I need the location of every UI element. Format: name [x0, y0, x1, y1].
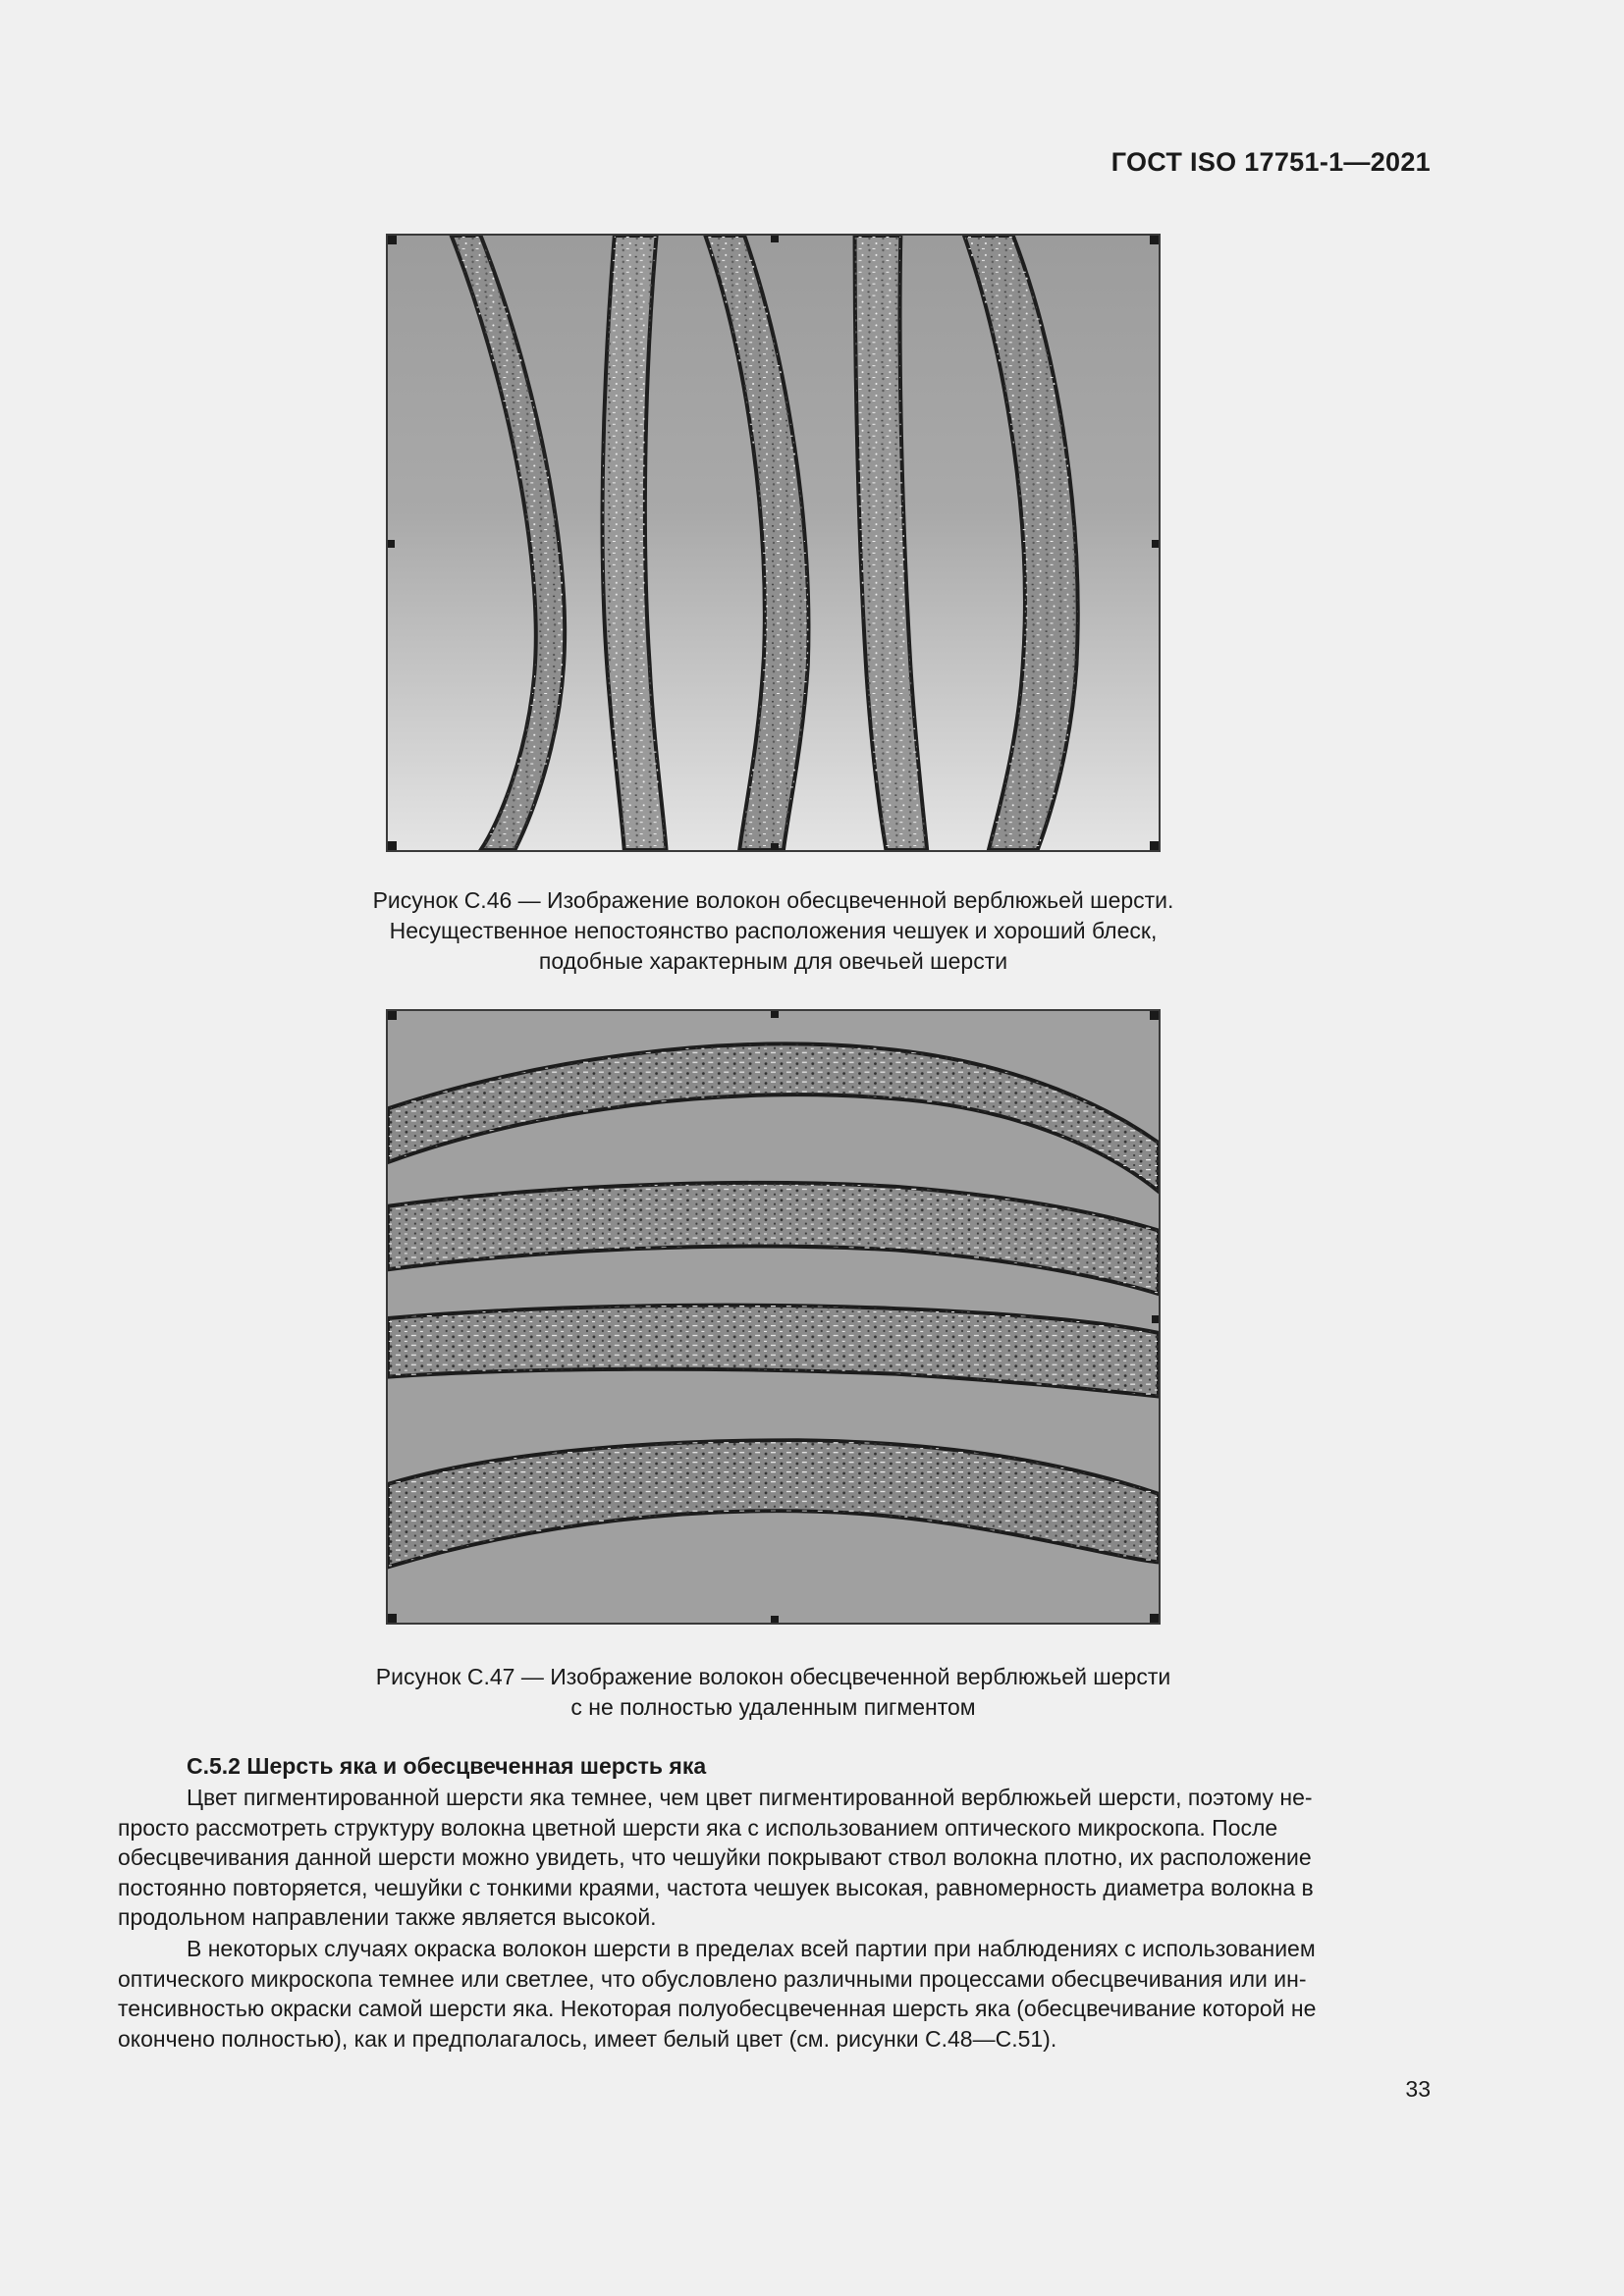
caption-line: подобные характерным для овечьей шерсти	[538, 948, 1008, 974]
text-line: обесцвечивания данной шерсти можно увидеть, что чешуйки покрывают ствол волокна плотно, их расположение	[118, 1844, 1312, 1870]
text-line: продольном направлении также является высокой.	[118, 1904, 657, 1930]
caption-line: с не полностью удаленным пигментом	[570, 1694, 976, 1720]
corner-marker	[387, 841, 397, 851]
text-line: оптического микроскопа темнее или светлее, что обусловлено различными процессами обесцвечивания или ин-	[118, 1965, 1307, 1992]
figure-c46-caption	[196, 885, 1350, 977]
corner-marker	[1150, 235, 1160, 244]
text-line: окончено полностью), как и предполагалось, имеет белый цвет (см. рисунки С.48—С.51).	[118, 2025, 1057, 2052]
vertical-fibers-image	[388, 236, 1159, 850]
edge-marker	[771, 1010, 779, 1018]
text-line: В некоторых случаях окраска волокон шерсти в пределах всей партии при наблюдениях с использованием	[187, 1936, 1316, 1961]
text-line: Цвет пигментированной шерсти яка темнее, чем цвет пигментированной верблюжьей шерсти, поэтому не-	[187, 1785, 1313, 1810]
paragraph-2	[118, 1934, 1431, 2054]
section-title: С.5.2 Шерсть яка и обесцвеченная шерсть яка	[187, 1753, 707, 1779]
corner-marker	[1150, 1010, 1160, 1020]
corner-marker	[1150, 841, 1160, 851]
edge-marker	[1152, 540, 1160, 548]
caption-line: Несущественное непостоянство расположения чешуек и хороший блеск,	[389, 918, 1158, 943]
edge-marker	[771, 1616, 779, 1624]
page-number: 33	[1405, 2076, 1431, 2102]
document-header: ГОСТ ISO 17751-1—2021	[1110, 147, 1431, 177]
text-line: постоянно повторяется, чешуйки с тонкими краями, частота чешуек высокая, равномерность диаметра волокна в	[118, 1874, 1314, 1900]
text-line: тенсивностью окраски самой шерсти яка. Некоторая полуобесцвеченная шерсть яка (обесцвечивание которой не	[118, 1996, 1317, 2021]
caption-line: Рисунок С.47 — Изображение волокон обесцвеченной верблюжьей шерсти	[375, 1664, 1171, 1689]
edge-marker	[387, 540, 395, 548]
corner-marker	[387, 235, 397, 244]
figure-c47-micrograph	[386, 1009, 1161, 1625]
edge-marker	[1152, 1315, 1160, 1323]
horizontal-fibers-image	[388, 1011, 1159, 1623]
caption-line: Рисунок С.46 — Изображение волокон обесцвеченной верблюжьей шерсти.	[372, 887, 1174, 913]
edge-marker	[771, 235, 779, 242]
figure-c46-micrograph	[386, 234, 1161, 852]
corner-marker	[1150, 1614, 1160, 1624]
figure-c47-caption	[196, 1662, 1350, 1723]
text-line: просто рассмотреть структуру волокна цветной шерсти яка с использованием оптического микроскопа. После	[118, 1814, 1278, 1841]
edge-marker	[771, 843, 779, 851]
paragraph-1	[118, 1783, 1431, 1933]
corner-marker	[387, 1614, 397, 1624]
corner-marker	[387, 1010, 397, 1020]
